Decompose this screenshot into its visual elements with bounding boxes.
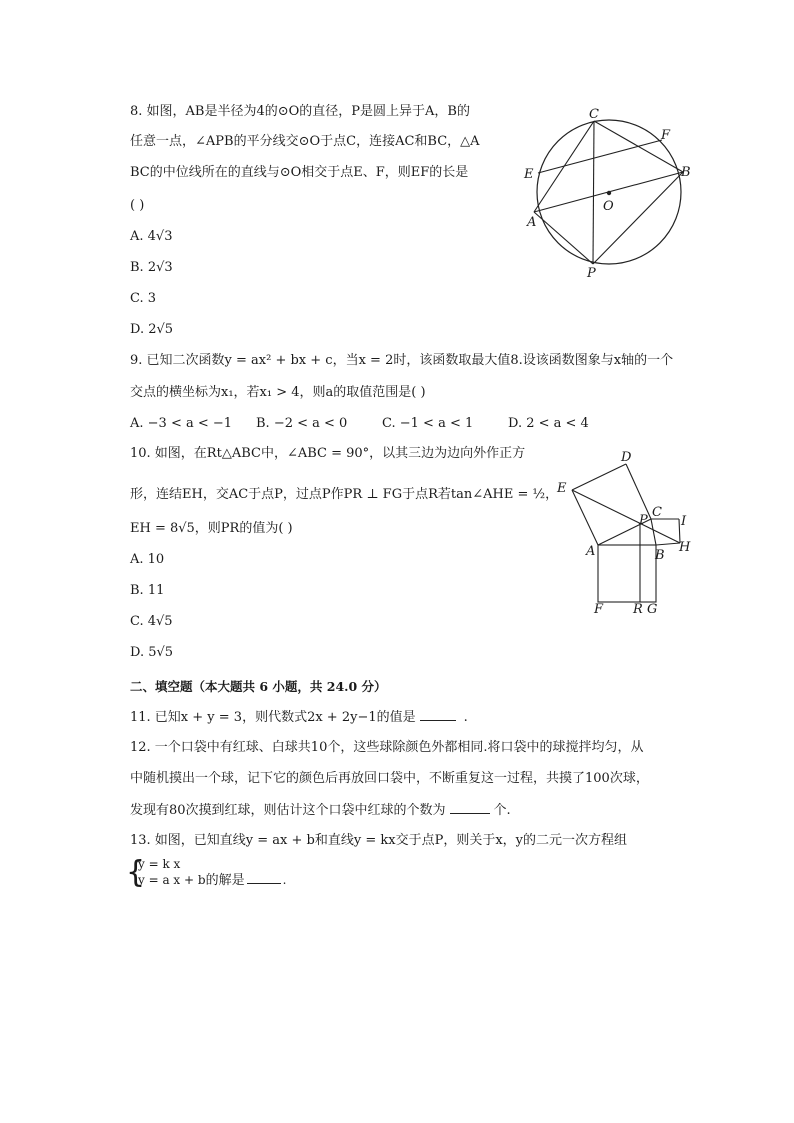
q10-option-c: C. 4√5 xyxy=(130,614,173,629)
label-e: E xyxy=(524,167,534,182)
q8-line-2: 任意一点，∠APB的平分线交⊙O于点C，连接AC和BC，△A xyxy=(130,134,480,149)
q9-option-a: A. −3 < a < −1 xyxy=(130,416,233,431)
q13-eq-2-line xyxy=(138,871,286,888)
q13-end: . xyxy=(282,873,287,887)
q13-line-1: 13. 如图，已知直线y = ax + b和直线y = kx交于点P，则关于x，y的二元一次方程组 xyxy=(130,833,628,848)
q10-line-3: EH = 8√5，则PR的值为( ) xyxy=(130,521,293,536)
q12-line-3 xyxy=(130,801,511,820)
q10-squares-figure xyxy=(550,445,700,620)
q8-line-1: 8. 如图，AB是半径为4的⊙O的直径，P是圆上异于A，B的 xyxy=(130,104,470,119)
q13-eq-1: y = k x xyxy=(138,857,181,871)
q9-line-1: 9. 已知二次函数y = ax² + bx + c，当x = 2时，该函数取最大值8.设该函数图象与x轴的一个 xyxy=(130,353,674,368)
q8-option-c: C. 3 xyxy=(130,291,157,306)
q9-line-2: 交点的横坐标为x₁，若x₁ > 4，则a的取值范围是( ) xyxy=(130,385,426,400)
q8-option-d: D. 2√5 xyxy=(130,322,174,337)
label-c: C xyxy=(589,107,599,122)
q8-option-a: A. 4√3 xyxy=(130,229,173,244)
q8-option-b: B. 2√3 xyxy=(130,260,173,275)
q10-line-2: 形，连结EH，交AC于点P，过点P作PR ⊥ FG于点R若tan∠AHE = ½， xyxy=(130,487,559,502)
label-a: A xyxy=(527,215,537,230)
q11-text: 11. 已知x + y = 3，则代数式2x + 2y−1的值是 xyxy=(130,710,416,725)
q13-eq-2-end: 的解是 xyxy=(205,873,245,888)
label-g: G xyxy=(647,602,658,617)
q13-eq-2: y = a x + b xyxy=(138,873,206,887)
label-d: D xyxy=(621,450,632,465)
label-e2: E xyxy=(557,481,567,496)
q10-line-1: 10. 如图，在Rt△ABC中，∠ABC = 90°，以其三边为边向外作正方 xyxy=(130,446,526,461)
label-i: I xyxy=(681,514,687,529)
q9-option-b: B. −2 < a < 0 xyxy=(256,416,348,431)
q10-option-d: D. 5√5 xyxy=(130,645,174,660)
q12-line-3-text: 发现有80次摸到红球，则估计这个口袋中红球的个数为 xyxy=(130,803,446,818)
q13-brace: { xyxy=(126,855,146,890)
q12-line-1: 12. 一个口袋中有红球、白球共10个，这些球除颜色外都相同.将口袋中的球搅拌均匀，从 xyxy=(130,740,644,755)
center-dot xyxy=(607,191,611,195)
q8-line-3: BC的中位线所在的直线与⊙O相交于点E、F，则EF的长是 xyxy=(130,165,469,180)
q9-option-d: D. 2 < a < 4 xyxy=(508,416,589,431)
section-heading: 二、填空题（本大题共 6 小题，共 24.0 分） xyxy=(130,679,387,694)
label-b: B xyxy=(681,165,691,180)
q11-end: . xyxy=(463,710,468,725)
q9-option-c: C. −1 < a < 1 xyxy=(382,416,474,431)
label-p: P xyxy=(587,266,596,281)
label-r: R xyxy=(633,602,643,617)
label-o: O xyxy=(603,199,614,214)
q13-answer-blank[interactable] xyxy=(247,871,281,884)
label-f2: F xyxy=(594,602,604,617)
label-b2: B xyxy=(655,548,665,563)
q12-line-3-end: 个. xyxy=(493,803,511,818)
label-p2: P xyxy=(639,513,648,528)
q12-line-2: 中随机摸出一个球，记下它的颜色后再放回口袋中，不断重复这一过程，共摸了100次球， xyxy=(130,771,649,786)
label-h: H xyxy=(679,540,691,555)
q8-circle-figure xyxy=(515,100,705,285)
label-f: F xyxy=(661,128,671,143)
q11-line xyxy=(130,708,468,727)
q10-option-a: A. 10 xyxy=(130,552,165,567)
q10-option-b: B. 11 xyxy=(130,583,165,598)
label-c2: C xyxy=(652,505,662,520)
label-a2: A xyxy=(586,544,596,559)
q8-line-4: ( ) xyxy=(130,198,145,213)
q11-answer-blank[interactable] xyxy=(420,708,456,721)
q12-answer-blank[interactable] xyxy=(450,801,490,814)
